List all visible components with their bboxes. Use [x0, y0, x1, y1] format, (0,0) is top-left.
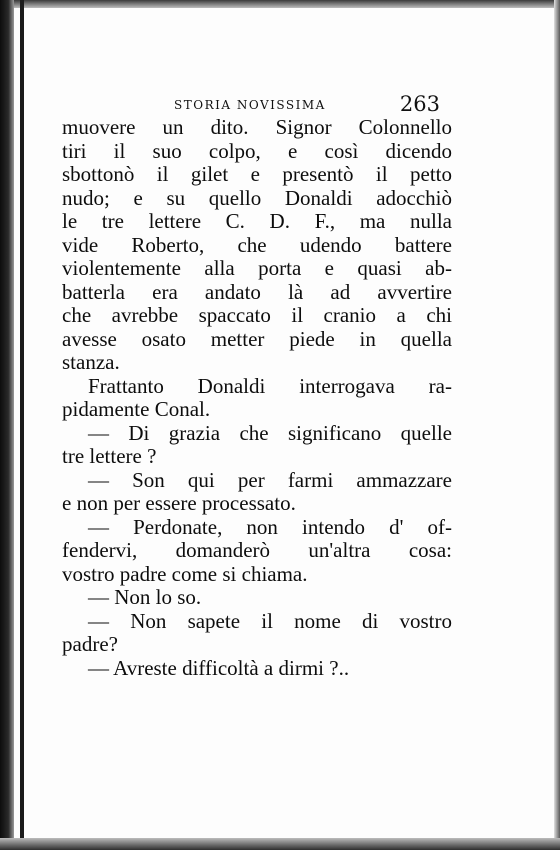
- text-line: avesse osato metter piede in quella: [62, 327, 452, 351]
- text-line: Frattanto Donaldi interrogava ra-: [88, 374, 452, 398]
- text-line: tre lettere ?: [62, 444, 157, 468]
- text-line: fendervi, domanderò un'altra cosa:: [62, 539, 452, 562]
- running-title: STORIA NOVISSIMA: [174, 98, 326, 112]
- text-line: — Avreste difficoltà a dirmi ?..: [88, 655, 350, 680]
- text-line: — Non sapete il nome di vostro: [88, 609, 452, 633]
- text-line: violentemente alla porta e quasi ab-: [62, 257, 452, 280]
- text-line: batterla era andato là ad avvertire: [62, 280, 452, 304]
- text-line: padre?: [62, 632, 118, 656]
- text-line: vide Roberto, che udendo battere: [62, 233, 452, 257]
- text-line: muovere un dito. Signor Colonnello: [62, 116, 452, 139]
- text-line: — Perdonate, non intendo d' of-: [88, 515, 452, 539]
- text-line: tiri il suo colpo, e così dicendo: [62, 139, 452, 163]
- binding-gutter: [20, 0, 24, 850]
- scan-border-bottom: [0, 838, 560, 850]
- page-number: 263: [399, 92, 440, 116]
- text-line: le tre lettere C. D. F., ma nulla: [62, 210, 452, 233]
- text-line: pidamente Conal.: [62, 397, 211, 421]
- text-line: — Di grazia che significano quelle: [88, 421, 452, 445]
- scan-border-left: [0, 0, 14, 850]
- body-text: [62, 116, 452, 680]
- text-line: e non per essere processato.: [62, 491, 296, 515]
- text-line: — Son qui per farmi ammazzare: [88, 468, 452, 492]
- scan-border-top: [0, 0, 560, 8]
- text-line: sbottonò il gilet e presentò il petto: [62, 163, 452, 186]
- text-line: stanza.: [62, 350, 120, 374]
- text-line: vostro padre come si chiama.: [62, 561, 308, 586]
- scan-border-right: [554, 0, 560, 850]
- text-line: nudo; e su quello Donaldi adocchiò: [62, 186, 452, 210]
- text-line: — Non lo so.: [88, 585, 202, 609]
- text-line: che avrebbe spaccato il cranio a chi: [62, 304, 452, 327]
